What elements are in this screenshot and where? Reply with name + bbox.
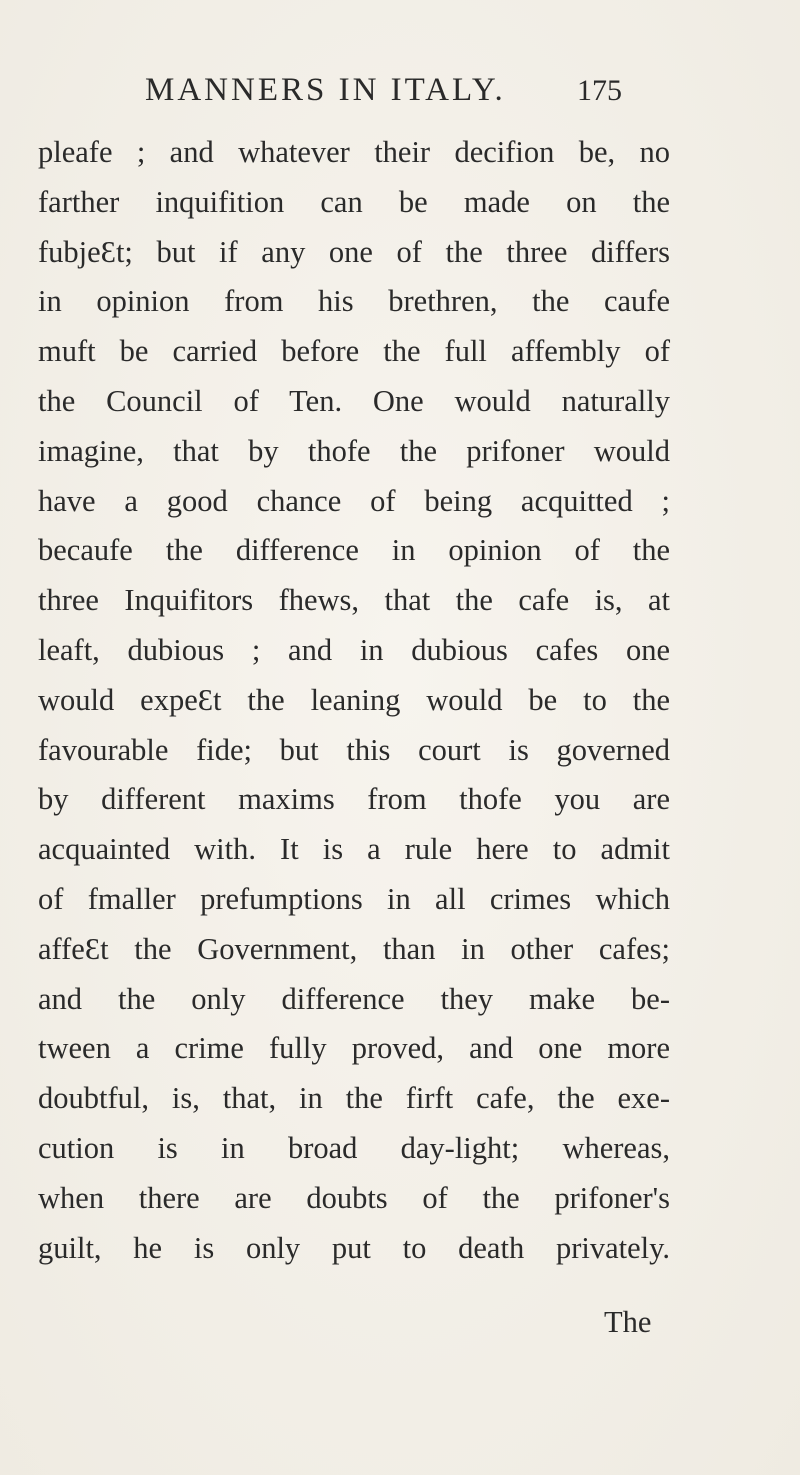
running-head [0, 72, 800, 112]
text-line: pleafe ; and whatever their decifion be, no [38, 135, 670, 169]
text-line: leaft, dubious ; and in dubious cafes one [38, 632, 670, 667]
running-title: MANNERS IN ITALY. [145, 72, 506, 108]
text-line: of fmaller prefumptions in all crimes which [38, 881, 670, 916]
text-line: becaufe the difference in opinion of the [38, 533, 670, 568]
body-text [38, 128, 670, 1273]
text-line: fubjeƐt; but if any one of the three differs [38, 234, 670, 269]
text-line: the Council of Ten. One would naturally [38, 383, 670, 418]
catchword: The [604, 1305, 652, 1339]
text-line: favourable fide; but this court is governed [38, 732, 670, 767]
text-line: when there are doubts of the prifoner's [38, 1180, 670, 1215]
text-line: by different maxims from thofe you are [38, 782, 670, 817]
text-line: tween a crime fully proved, and one more [38, 1031, 670, 1066]
text-line: acquainted with. It is a rule here to admit [38, 832, 670, 867]
text-line: guilt, he is only put to death privately. [38, 1230, 670, 1265]
text-line: cution is in broad day-light; whereas, [38, 1130, 670, 1165]
text-line: affeƐt the Government, than in other cafes; [38, 931, 670, 966]
text-line: imagine, that by thofe the prifoner would [38, 433, 670, 468]
text-line: and the only difference they make be- [38, 981, 670, 1016]
text-line: have a good chance of being acquitted ; [38, 483, 670, 518]
text-line: in opinion from his brethren, the caufe [38, 284, 670, 319]
page-number: 175 [577, 74, 622, 107]
text-line: would expeƐt the leaning would be to the [38, 682, 670, 717]
text-line: doubtful, is, that, in the firft cafe, the exe- [38, 1081, 670, 1116]
text-line: farther inquifition can be made on the [38, 184, 670, 219]
text-line: muft be carried before the full affembly of [38, 334, 670, 369]
text-line: three Inquifitors fhews, that the cafe is, at [38, 583, 670, 618]
